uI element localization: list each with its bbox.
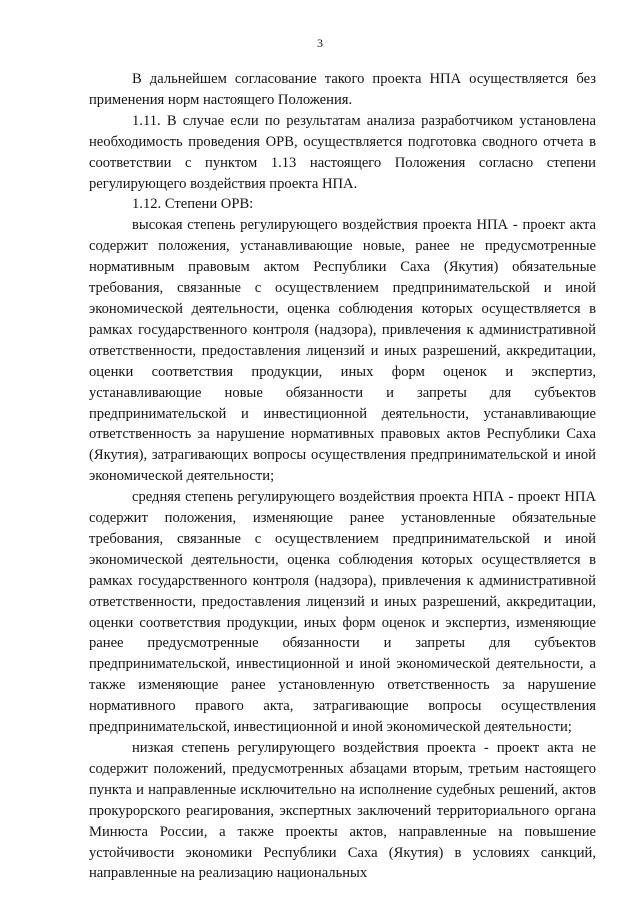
paragraph-high-degree: высокая степень регулирующего воздействия проекта НПА - проект акта содержит положения, устанавливающие новые, ранее не предусмотренные нормативным правовым актом Республики Саха (Якутия) обязательные требования, связанные с осуществлением предпринимательской и иной экономической деятельности, оценка соблюдения которых осуществляется в рамках государственного контроля (надзора), привлечения к административной ответственности, предоставления лицензий и иных разрешений, аккредитации, оценки соответствия продукции, иных форм оценок и экспертиз, устанавливающие новые обязанности и запреты для субъектов предпринимательской и инвестиционной деятельности, устанавливающие ответственность за нарушение нормативных правовых актов Республики Саха (Якутия), затрагивающих вопросы осуществления предпринимательской и иной экономической деятельности; bbox=[89, 217, 596, 485]
paragraph-1-12-heading: 1.12. Степени ОРВ: bbox=[132, 196, 254, 213]
paragraph-low-degree: низкая степень регулирующего воздействия проекта - проект акта не содержит положений, предусмотренных абзацами вторым, третьим настоящего пункта и направленные исключительно на исполнение судебных решений, актов прокурорского реагирования, экспертных заключений территориального органа Минюста России, а также проекты актов, направленные на повышение устойчивости экономики Республики Саха (Якутия) в условиях санкций, направленные на реализацию национальных bbox=[89, 740, 596, 882]
paragraph-medium-degree: средняя степень регулирующего воздействия проекта НПА - проект НПА содержит положения, изменяющие ранее установленные обязательные требования, связанные с осуществлением предпринимательской и иной экономической деятельности, оценка соблюдения которых осуществляется в рамках государственного контроля (надзора), привлечения к административной ответственности, предоставления лицензий и иных разрешений, аккредитации, оценки соответствия продукции, иных форм оценок и экспертиз, изменяющие ранее предусмотренные обязанности и запреты для субъектов предпринимательской, инвестиционной и иной экономической деятельности, а также изменяющие ранее установленную ответственность за нарушение нормативного правого акта, затрагивающие вопросы осуществления предпринимательской, инвестиционной и иной экономической деятельности; bbox=[89, 489, 596, 736]
paragraph-1-11: 1.11. В случае если по результатам анализа разработчиком установлена необходимость проведения ОРВ, осуществляется подготовка сводного отчета в соответствии с пунктом 1.13 настоящего Положения согласно степени регулирующего воздействия проекта НПА. bbox=[89, 112, 596, 192]
document-body bbox=[89, 69, 596, 884]
page-number: 3 bbox=[317, 36, 323, 50]
paragraph-approval-note: В дальнейшем согласование такого проекта НПА осуществляется без применения норм настоящего Положения. bbox=[89, 71, 596, 108]
